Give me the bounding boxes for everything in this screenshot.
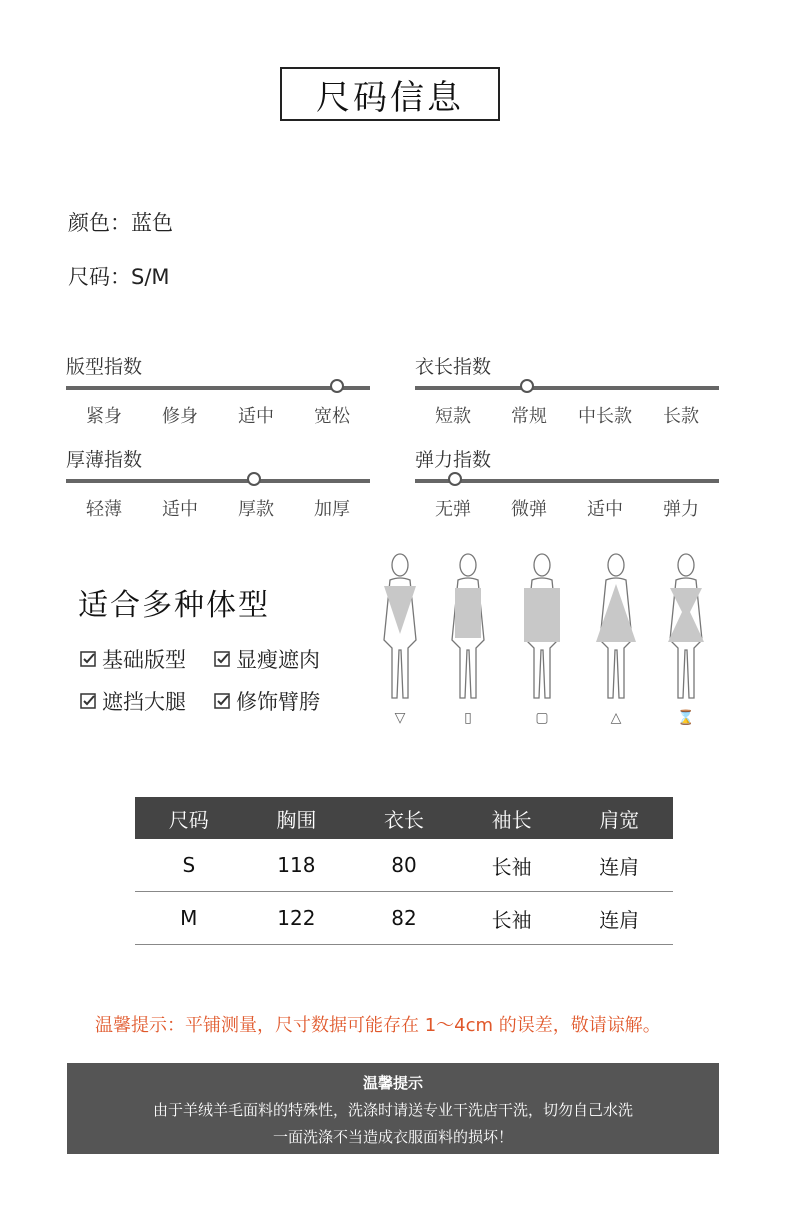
table-cell: 长袖 [458, 892, 566, 945]
shape-mark: ▢ [535, 710, 549, 726]
shape-mark: ▯ [464, 710, 472, 726]
column-header: 袖长 [458, 797, 566, 839]
scale-track [66, 386, 370, 390]
feature-label: 修饰臂胯 [236, 690, 320, 714]
scale-track [415, 386, 719, 390]
column-header: 衣长 [350, 797, 458, 839]
scale-option: 紧身 [86, 406, 122, 427]
scale-label: 版型指数 [66, 356, 143, 378]
measurement-tip: 温馨提示：平铺测量，尺寸数据可能存在 1～4cm 的误差，敬请谅解。 [95, 1015, 661, 1036]
scale-label: 厚薄指数 [66, 449, 143, 471]
column-header: 尺码 [135, 797, 243, 839]
elasticity-index-scale [415, 447, 719, 521]
scale-label: 衣长指数 [415, 356, 492, 378]
table-row [135, 839, 673, 892]
feature-item [80, 644, 186, 674]
table-cell: 118 [243, 839, 351, 892]
page-title: 尺码信息 [280, 67, 500, 121]
scale-option: 弹力 [663, 499, 699, 520]
scale-option: 修身 [162, 406, 198, 427]
notice-title: 温馨提示 [362, 1074, 423, 1092]
scale-knob [448, 472, 462, 486]
feature-label: 基础版型 [102, 648, 186, 672]
table-cell: 连肩 [565, 892, 673, 945]
scale-option: 适中 [238, 406, 274, 427]
scale-option: 微弹 [511, 499, 547, 520]
body-types-title: 适合多种体型 [78, 588, 270, 623]
table-row [135, 892, 673, 945]
checkbox-icon [80, 693, 96, 709]
table-cell: M [135, 892, 243, 945]
size-table [135, 797, 673, 945]
color-info: 颜色：蓝色 [68, 211, 173, 235]
scale-label: 弹力指数 [415, 449, 492, 471]
notice-line: 一面洗涤不当造成衣服面料的损坏！ [272, 1128, 513, 1146]
figure-square [524, 554, 560, 698]
scale-option: 适中 [587, 499, 623, 520]
shape-mark: ▽ [394, 710, 406, 726]
scale-option: 常规 [511, 406, 547, 427]
feature-label: 遮挡大腿 [102, 690, 186, 714]
feature-label: 显瘦遮肉 [236, 648, 320, 672]
figure-rectangle [452, 554, 484, 698]
scale-option: 厚款 [238, 499, 274, 520]
figure-inverted-triangle [384, 554, 416, 698]
scale-option: 长款 [663, 406, 699, 427]
figure-hourglass [668, 554, 704, 698]
table-cell: 82 [350, 892, 458, 945]
column-header: 肩宽 [565, 797, 673, 839]
table-cell: 80 [350, 839, 458, 892]
care-notice [67, 1063, 719, 1154]
table-cell: 连肩 [565, 839, 673, 892]
shape-mark: ⌛ [677, 710, 695, 726]
feature-item [214, 686, 320, 716]
scale-option: 加厚 [314, 499, 350, 520]
table-cell: S [135, 839, 243, 892]
scale-knob [247, 472, 261, 486]
column-header: 胸围 [243, 797, 351, 839]
scale-option: 短款 [435, 406, 471, 427]
checkbox-icon [214, 693, 230, 709]
thickness-index-scale [66, 447, 370, 521]
scale-option: 无弹 [435, 499, 471, 520]
length-index-scale [415, 354, 719, 428]
scale-knob [520, 379, 534, 393]
scale-track [66, 479, 370, 483]
shape-mark: △ [610, 710, 622, 726]
size-info: 尺码：S/M [68, 265, 170, 289]
body-shape-figures [370, 548, 720, 730]
table-cell: 长袖 [458, 839, 566, 892]
table-cell: 122 [243, 892, 351, 945]
scale-option: 宽松 [314, 406, 350, 427]
notice-line: 由于羊绒羊毛面料的特殊性，洗涤时请送专业干洗店干洗，切勿自己水洗 [152, 1101, 633, 1119]
scale-track [415, 479, 719, 483]
figure-triangle [596, 554, 636, 698]
fit-index-scale [66, 354, 370, 428]
table-header-row [135, 797, 673, 839]
scale-option: 轻薄 [86, 499, 122, 520]
scale-knob [330, 379, 344, 393]
scale-option: 适中 [162, 499, 198, 520]
feature-item [80, 686, 186, 716]
feature-item [214, 644, 320, 674]
checkbox-icon [80, 651, 96, 667]
scale-option: 中长款 [578, 406, 632, 427]
checkbox-icon [214, 651, 230, 667]
